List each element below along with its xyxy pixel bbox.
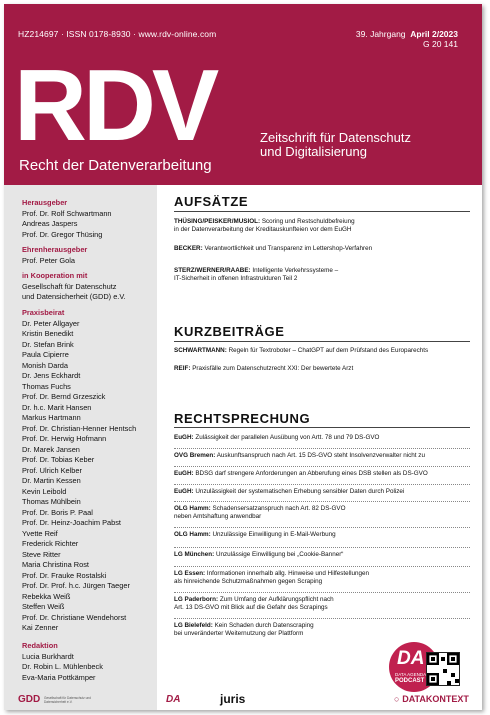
sidebar-name: Kristin Benedikt [22, 329, 74, 338]
redaktion-heading: Redaktion [22, 641, 58, 650]
praxisbeirat-section [22, 308, 136, 634]
tagline [260, 131, 411, 159]
entry-title-cont: bei unveränderter Weiternutzung der Plattform [174, 630, 304, 638]
entry-court: LG Essen: [174, 570, 206, 577]
footer-logos [4, 692, 482, 710]
toc-entry [174, 218, 470, 235]
toc-entry [174, 596, 470, 613]
entry-title: Kein Schaden durch Datenscraping [214, 622, 314, 629]
podcast-line-2: PODCAST [395, 678, 425, 684]
sidebar-name: Andreas Jaspers [22, 219, 78, 228]
sidebar-name: Prof. Dr. Tobias Keber [22, 455, 95, 464]
sidebar-name: Prof. Dr. Boris P. Paal [22, 507, 93, 517]
toc-entry [174, 434, 470, 442]
entry-court: LG München: [174, 551, 215, 558]
sidebar-name: Markus Hartmann [22, 413, 81, 422]
entry-court: OVG Bremen: [174, 452, 216, 459]
entry-author: THÜSING/PEISKER/MUSIOL: [174, 218, 261, 225]
kooperation-section [22, 271, 126, 303]
entry-author: BECKER: [174, 245, 203, 252]
entry-title: Scoring und Restschuldbefreiung [261, 218, 355, 225]
qr-code-icon [427, 653, 459, 685]
gdd-subtitle: Gesellschaft für Datenschutz und Datensicherheit e.V. [44, 696, 91, 704]
section-divider [174, 427, 470, 428]
podcast-logo: DA [397, 648, 425, 669]
sidebar-name: Prof. Dr. Prof. h.c. Jürgen Taeger [22, 581, 130, 590]
entry-divider [174, 501, 470, 502]
entry-court: LG Bielefeld: [174, 622, 213, 629]
entry-author: STERZ/WERNER/RAABE: [174, 267, 251, 274]
sidebar-name: Maria Christina Rost [22, 560, 89, 569]
entry-title: Verantwortlichkeit und Transparenz im Lettershop-Verfahren [204, 245, 373, 252]
sidebar-name: Dr. Stefan Brink [22, 339, 74, 349]
juris-logo: juris [220, 692, 246, 706]
tagline-line-1: Zeitschrift für Datenschutz [260, 130, 411, 145]
sidebar-name: Steffen Weiß [22, 602, 65, 611]
sidebar-name: Gesellschaft für Datenschutz [22, 281, 117, 291]
entry-title: Schadensersatzanspruch nach Art. 82 DS-GVO [212, 505, 346, 512]
kooperation-heading: in Kooperation mit [22, 271, 88, 280]
sidebar-name: Steve Ritter [22, 549, 61, 559]
entry-court: EuGH: [174, 434, 194, 441]
sidebar-name: Eva-Maria Pottkämper [22, 672, 96, 682]
datakontext-logo [394, 694, 469, 705]
magazine-cover [4, 4, 482, 710]
ehrenherausgeber-section [22, 245, 87, 266]
qr-code[interactable] [426, 652, 460, 686]
issue-info [356, 29, 458, 49]
entry-title: Zum Umfang der Aufklärungspflicht nach [219, 596, 334, 603]
entry-title: Intelligente Verkehrssysteme – [252, 267, 339, 274]
sidebar-name: Dr. Jens Eckhardt [22, 371, 81, 380]
datakontext-icon: ○ [394, 694, 400, 704]
entry-title-cont: neben Amtshaftung anwendbar [174, 513, 262, 521]
publication-meta: HZ214697 · ISSN 0178-8930 · www.rdv-online.com [18, 29, 217, 39]
sidebar-name: Prof. Ulrich Kelber [22, 465, 82, 475]
entry-divider [174, 527, 470, 528]
sidebar-name: Kai Zenner [22, 623, 59, 632]
entry-court: LG Paderborn: [174, 596, 219, 603]
entry-divider [174, 547, 470, 548]
entry-title: Unzulässigkeit der systematischen Erhebung sensibler Daten durch Polizei [195, 488, 405, 495]
toc-entry [174, 551, 470, 559]
masthead [4, 4, 482, 185]
sidebar-name: Prof. Dr. Christian-Henner Hentsch [22, 423, 137, 433]
entry-title: Regeln für Textroboter – ChatGPT auf dem Prüfstand des Europarechts [228, 347, 429, 354]
entry-title: Zulässigkeit der parallelen Ausübung von Artt. 78 und 79 DS-GVO [195, 434, 380, 441]
sidebar-name: Prof. Dr. Heinz-Joachim Pabst [22, 518, 121, 527]
entry-divider [174, 466, 470, 467]
ehrenherausgeber-heading: Ehrenherausgeber [22, 245, 88, 254]
editorial-sidebar [4, 185, 157, 710]
herausgeber-heading: Herausgeber [22, 198, 68, 207]
entry-divider [174, 448, 470, 449]
praxisbeirat-heading: Praxisbeirat [22, 308, 65, 317]
entry-divider [174, 592, 470, 593]
toc-entry [174, 531, 470, 539]
entry-title: Auskunftsanspruch nach Art. 15 DS-GVO steht Insolvenzverwalter nicht zu [216, 452, 425, 459]
entry-divider [174, 618, 470, 619]
gdd-logo: GDD [18, 694, 41, 705]
kurzbeitraege-heading: KURZBEITRÄGE [174, 324, 285, 339]
issue-number: April 2/2023 [410, 29, 458, 39]
toc-entry [174, 505, 470, 522]
toc-entry [174, 452, 470, 460]
section-divider [174, 211, 470, 212]
toc-entry [174, 488, 470, 496]
aufsaetze-heading: AUFSÄTZE [174, 194, 249, 209]
sidebar-name: Rebekka Weiß [22, 591, 71, 601]
sidebar-name: Prof. Dr. Bernd Grzeszick [22, 392, 106, 401]
sidebar-name: Prof. Peter Gola [22, 255, 75, 265]
postal-code: G 20 141 [423, 39, 458, 49]
sidebar-name: Prof. Dr. Frauke Rostalski [22, 570, 107, 580]
entry-title: Unzulässige Einwilligung bei „Cookie-Banner“ [215, 551, 344, 558]
sidebar-name: Kevin Leibold [22, 486, 67, 496]
toc-entry [174, 570, 470, 587]
entry-court: EuGH: [174, 470, 194, 477]
sidebar-name: Dr. Peter Allgayer [22, 318, 80, 328]
sidebar-name: Lucia Burkhardt [22, 651, 74, 661]
entry-author: REIF: [174, 365, 191, 372]
entry-court: OLG Hamm: [174, 505, 211, 512]
toc-entry [174, 347, 470, 355]
entry-title: BDSG darf strengere Anforderungen an Abberufung eines DSB stellen als DS-GVO [195, 470, 428, 477]
sidebar-name: Dr. Marek Jansen [22, 444, 80, 454]
sidebar-name: Dr. Martin Kessen [22, 476, 81, 485]
sidebar-name: Dr. h.c. Marit Hansen [22, 402, 92, 412]
entry-title-cont: Art. 13 DS-GVO mit Blick auf die Gefahr des Scrapings [174, 604, 328, 612]
podcast-line-1: DATA AGENDA [395, 672, 427, 677]
sidebar-name: Thomas Mühlbein [22, 497, 81, 506]
entry-court: EuGH: [174, 488, 194, 495]
herausgeber-section [22, 198, 112, 240]
entry-title-cont: IT-Sicherheit in offenen Infrastrukturen Teil 2 [174, 275, 298, 283]
datakontext-text: DATAKONTEXT [402, 694, 469, 704]
toc-entry [174, 622, 470, 639]
entry-title: Informationen innerhalb allg. Hinweise und Hilfestellungen [206, 570, 369, 577]
entry-title: Unzulässige Einwilligung in E-Mail-Werbung [212, 531, 336, 538]
entry-author: SCHWARTMANN: [174, 347, 227, 354]
toc-entry [174, 365, 470, 373]
sidebar-name: Prof. Dr. Gregor Thüsing [22, 229, 103, 239]
toc-entry [174, 245, 470, 253]
entry-court: OLG Hamm: [174, 531, 211, 538]
sidebar-name: Yvette Reif [22, 528, 58, 538]
entry-divider [174, 484, 470, 485]
redaktion-section [22, 641, 103, 683]
rdv-logo: RDV [14, 50, 216, 162]
entry-title: Praxisfälle zum Datenschutzrecht XXI: Der bewertete Arzt [192, 365, 354, 372]
sidebar-name: Prof. Dr. Rolf Schwartmann [22, 208, 112, 218]
logo-subtitle: Recht der Datenverarbeitung [19, 157, 212, 174]
toc-entry [174, 470, 470, 478]
entry-title-cont: als hinreichende Schutzmaßnahmen gegen Scraping [174, 578, 323, 586]
sidebar-name: Frederick Richter [22, 539, 79, 548]
tagline-line-2: und Digitalisierung [260, 144, 367, 159]
sidebar-name: Thomas Fuchs [22, 381, 71, 391]
entry-title-cont: in der Datenverarbeitung der Kreditauskunfteien vor dem EuGH [174, 226, 352, 234]
volume: 39. Jahrgang [355, 29, 406, 39]
da-logo: DA [166, 694, 181, 705]
sidebar-name: Prof. Dr. Herwig Hofmann [22, 434, 107, 443]
section-divider [174, 341, 470, 342]
sidebar-name: Paula Cipierre [22, 350, 69, 359]
sidebar-name: und Datensicherheit (GDD) e.V. [22, 292, 126, 301]
rechtsprechung-heading: RECHTSPRECHUNG [174, 411, 311, 426]
entry-divider [174, 566, 470, 567]
sidebar-name: Dr. Robin L. Mühlenbeck [22, 662, 103, 671]
toc-entry [174, 267, 470, 284]
sidebar-name: Monish Darda [22, 360, 69, 370]
sidebar-name: Prof. Dr. Christiane Wendehorst [22, 612, 127, 622]
